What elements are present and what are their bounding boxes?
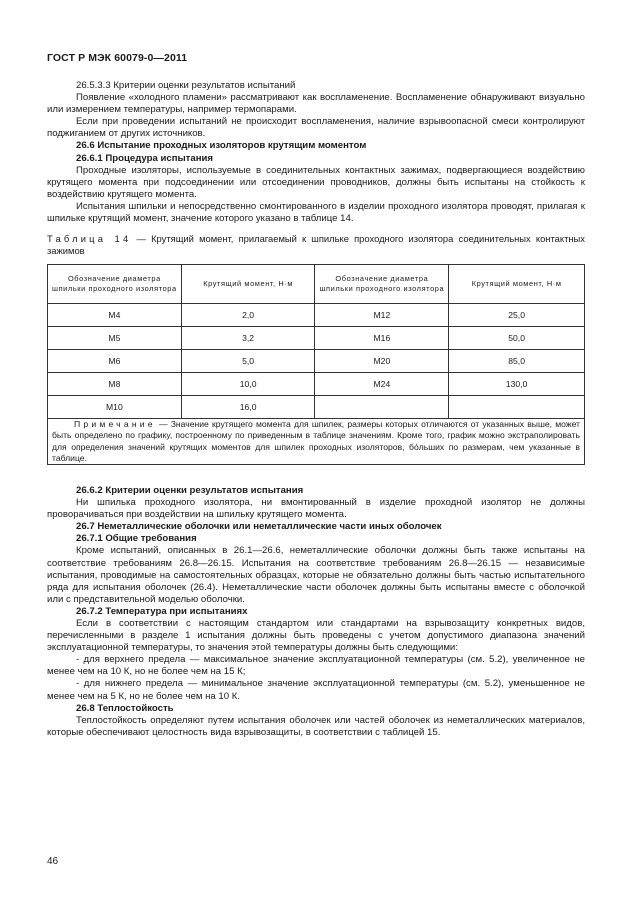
cell-torque: 5,0 [181,350,315,373]
cell-designation: M20 [315,350,449,373]
list-item: - для нижнего предела — минимальное значение эксплуатационной температуры (см. 5.2), уменьшенное не менее чем на 5 К, но не более чем на 10 К. [47,678,585,702]
section-heading-26-7-2: 26.7.2 Температура при испытаниях [76,605,248,617]
page-header-title: ГОСТ Р МЭК 60079-0—2011 [47,52,188,64]
section-heading-26-6-2: 26.6.2 Критерии оценки результатов испытания [76,484,304,496]
cell-torque [449,396,585,419]
cell-designation: M12 [315,304,449,327]
cell-designation: M24 [315,373,449,396]
paragraph: Кроме испытаний, описанных в 26.1—26.6, неметаллические оболочки должны быть также испытаны на соответствие требованиям 26.8—26.15. Испытания на соответствие требованиям 26.8—26.15 — независимые испытания, проводимые на самостоятельных образцах, которые не обязательно должны быть частью испытательного ряда для испытания оболочек (26.4). Неметаллические части оболочек должны быть испытаны вместе с оболочкой или с представительной моделью оболочки. [47,545,585,605]
table-caption [47,233,585,256]
paragraph: Проходные изоляторы, используемые в соединительных контактных зажимах, подвергающиеся воздействию крутящего момента при подсоединении или отсоединении проводников, должны быть испытаны на стойкость к воздействию крутящего момента. [47,164,585,200]
col-header-torque-1: Крутящий момент, Н·м [181,265,315,304]
table-header-row [48,265,585,304]
paragraph: Ни шпилька проходного изолятора, ни вмонтированный в изделие проходной изолятор не должны проворачиваться при воздействии на шпильку крутящего момента. [47,497,585,521]
section-heading-26-8: 26.8 Теплостойкость [76,702,174,714]
paragraph: Если в соответствии с настоящим стандартом или стандартами на взрывозащиту конкретных видов, перечисленными в разделе 1 испытания должны быть проведены с учетом допустимого диапазона значений эксплуатационной температуры, то значения этой температуры должны быть следующими: [47,617,585,654]
paragraph: Если при проведении испытаний не происходит воспламенения, наличие взрывоопасной смеси контролируют поджиганием от других источников. [47,116,585,140]
torque-table [47,264,585,465]
cell-designation: M16 [315,327,449,350]
cell-torque: 16,0 [181,396,315,419]
table-row [48,396,585,419]
document-body [47,80,585,739]
section-heading-26-5-3-3: 26.5.3.3 Критерии оценки результатов испытаний [76,80,296,91]
table-note-text: — Значение крутящего момента для шпилек, размеры которых отличаются от указанных выше, может быть определено по графику, построенному по приведенным в таблице значениям. Кроме того, график можно экстраполировать для определения значений крутящих моментов для шпилек проходных изоляторов, бо́льших по размерам, чем указанные в таблице. [52,419,580,463]
cell-designation: M5 [48,327,182,350]
list-item: - для верхнего предела — максимальное значение эксплуатационной температуры (см. 5.2), увеличенное не менее чем на 10 К, но не более чем на 15 К; [47,654,585,678]
paragraph: Теплостойкость определяют путем испытания оболочек или частей оболочек из неметаллических материалов, которые обеспечивают целостность вида взрывозащиты, в соответствии с таблицей 15. [47,714,585,738]
table-row [48,327,585,350]
section-heading-26-6-1: 26.6.1 Процедура испытания [76,152,214,164]
col-header-designation-2: Обозначение диаметра шпильки проходного изолятора [315,265,449,304]
table-row [48,350,585,373]
cell-torque: 85,0 [449,350,585,373]
cell-torque: 3,2 [181,327,315,350]
table-caption-label: Таблица 14 [47,233,132,245]
cell-designation: M10 [48,396,182,419]
paragraph: Испытания шпильки и непосредственно смонтированного в изделии проходного изолятора проводят, прилагая к шпильке крутящий момент, значение которого указано в таблице 14. [47,200,585,225]
table-caption-text: — Крутящий момент, прилагаемый к шпильке проходного изолятора соединительных контактных зажимов [47,233,585,256]
table-note [48,419,585,465]
cell-designation [315,396,449,419]
section-heading-26-7-1: 26.7.1 Общие требования [76,533,197,545]
cell-designation: M8 [48,373,182,396]
col-header-designation-1: Обозначение диаметра шпильки проходного изолятора [48,265,182,304]
cell-torque: 2,0 [181,304,315,327]
cell-designation: M6 [48,350,182,373]
paragraph: Появление «холодного пламени» рассматривают как воспламенение. Воспламенение обнаруживают визуально или измерением температуры, например термопарами. [47,92,585,116]
spacer [47,465,585,485]
cell-torque: 50,0 [449,327,585,350]
table-note-row [48,419,585,465]
section-heading-26-7: 26.7 Неметаллические оболочки или неметаллические части иных оболочек [76,521,442,533]
cell-torque: 130,0 [449,373,585,396]
cell-designation: M4 [48,304,182,327]
col-header-torque-2: Крутящий момент, Н·м [449,265,585,304]
cell-torque: 10,0 [181,373,315,396]
page-number: 46 [47,856,59,867]
table-note-label: Примечание [74,419,156,430]
table-row [48,304,585,327]
cell-torque: 25,0 [449,304,585,327]
table-row [48,373,585,396]
section-heading-26-6: 26.6 Испытание проходных изоляторов крутящим моментом [76,140,367,152]
